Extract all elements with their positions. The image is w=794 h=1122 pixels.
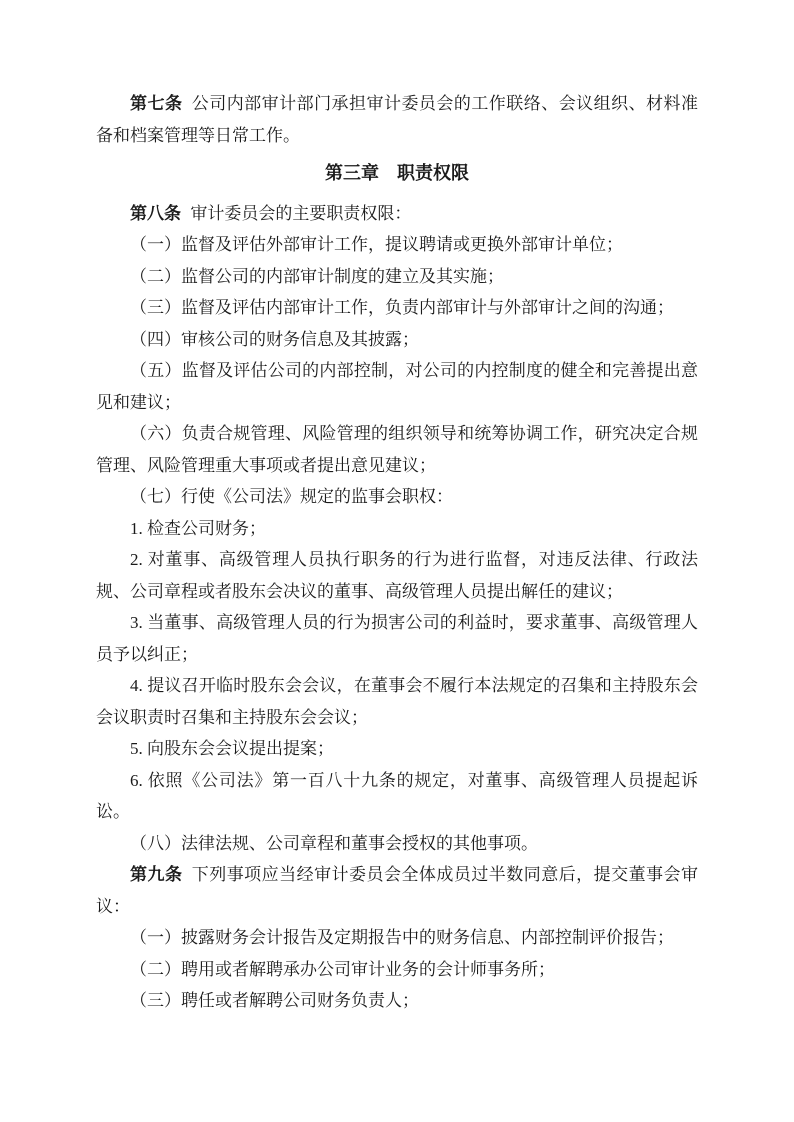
numbered-sub-item: 6. 依照《公司法》第一百八十九条的规定，对董事、高级管理人员提起诉讼。	[96, 770, 698, 821]
chapter-heading: 第三章 职责权限	[325, 163, 469, 183]
list-item: （三）聘任或者解聘公司财务负责人；	[130, 991, 419, 1010]
document-body	[96, 88, 698, 1017]
numbered-sub-item: 2. 对董事、高级管理人员执行职务的行为进行监督，对违反法律、行政法规、公司章程或者股东会决议的董事、高级管理人员提出解任的建议；	[96, 550, 698, 601]
list-item: （六）负责合规管理、风险管理的组织领导和统筹协调工作，研究决定合规管理、风险管理重大事项或者提出意见建议；	[96, 424, 698, 475]
list-item: （七）行使《公司法》规定的监事会职权：	[130, 487, 453, 506]
numbered-sub-item: 1. 检查公司财务；	[130, 518, 266, 538]
article-paragraph	[96, 198, 698, 230]
article-number-label: 第八条	[130, 203, 181, 223]
list-item: （五）监督及评估公司的内部控制，对公司的内控制度的健全和完善提出意见和建议；	[96, 361, 698, 412]
list-item: （四）审核公司的财务信息及其披露；	[130, 329, 419, 349]
numbered-sub-item: 4. 提议召开临时股东会会议，在董事会不履行本法规定的召集和主持股东会会议职责时召集和主持股东会会议；	[96, 676, 698, 727]
list-item: （二）监督公司的内部审计制度的建立及其实施；	[130, 266, 504, 286]
list-item: （一）披露财务会计报告及定期报告中的财务信息、内部控制评价报告；	[130, 928, 674, 947]
list-item: （一）监督及评估外部审计工作，提议聘请或更换外部审计单位；	[130, 235, 623, 254]
list-item: （八）法律法规、公司章程和董事会授权的其他事项。	[130, 833, 538, 853]
list-item: （二）聘用或者解聘承办公司审计业务的会计师事务所；	[130, 959, 555, 979]
article-number-label: 第七条	[130, 94, 183, 113]
article-paragraph	[96, 88, 698, 151]
numbered-sub-item: 5. 向股东会会议提出提案；	[130, 739, 334, 758]
article-paragraph	[96, 859, 698, 922]
numbered-sub-item: 3. 当董事、高级管理人员的行为损害公司的利益时，要求董事、高级管理人员予以纠正；	[96, 613, 698, 664]
article-number-label: 第九条	[130, 865, 183, 884]
article-text: 下列事项应当经审计委员会全体成员过半数同意后，提交董事会审议：	[96, 865, 699, 916]
article-text: 公司内部审计部门承担审计委员会的工作联络、会议组织、材料准备和档案管理等日常工作。	[96, 94, 699, 145]
article-text: 审计委员会的主要职责权限：	[190, 203, 412, 223]
list-item: （三）监督及评估内部审计工作，负责内部审计与外部审计之间的沟通；	[130, 298, 674, 317]
